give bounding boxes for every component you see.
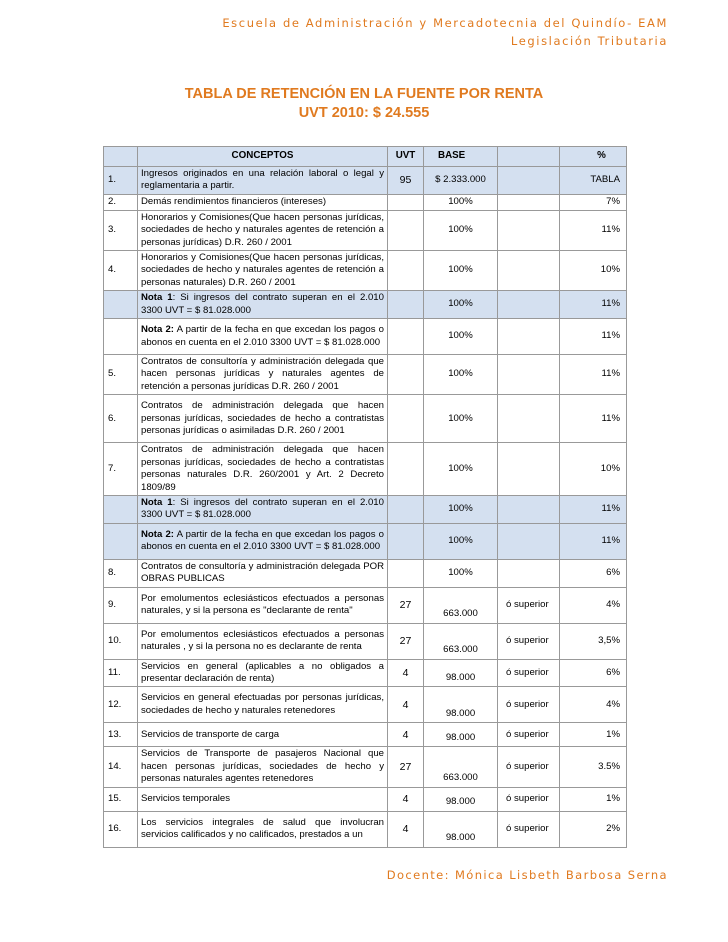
note-text: : Si ingresos del contrato superan en el 2.010 3300 UVT = $ 81.028.000 [141, 292, 384, 316]
row-base: 100% [424, 443, 498, 496]
row-base: 663.000 [424, 747, 498, 787]
table-row [104, 443, 627, 496]
row-superior: ó superior [498, 747, 560, 787]
header-blank [498, 147, 560, 167]
row-percent: 11% [560, 319, 627, 355]
row-percent: 11% [560, 395, 627, 443]
row-percent: 10% [560, 443, 627, 496]
row-uvt [388, 210, 424, 250]
row-superior: ó superior [498, 787, 560, 811]
row-number: 14. [104, 747, 138, 787]
row-base: 100% [424, 523, 498, 559]
row-uvt [388, 194, 424, 210]
row-number [104, 291, 138, 319]
row-base: 100% [424, 395, 498, 443]
row-base: 663.000 [424, 587, 498, 623]
row-concept [138, 291, 388, 319]
row-base: 100% [424, 319, 498, 355]
row-number: 12. [104, 687, 138, 723]
row-base: 98.000 [424, 811, 498, 847]
row-number: 15. [104, 787, 138, 811]
table-row [104, 251, 627, 291]
row-uvt: 4 [388, 787, 424, 811]
row-concept: Por emolumentos eclesiásticos efectuados a personas naturales, y si la persona es "declarante de renta" [138, 587, 388, 623]
table-row [104, 523, 627, 559]
row-uvt [388, 291, 424, 319]
row-percent: 6% [560, 559, 627, 587]
row-base: 98.000 [424, 687, 498, 723]
row-number: 6. [104, 395, 138, 443]
row-percent: 3,5% [560, 623, 627, 659]
row-concept [138, 523, 388, 559]
row-concept: Los servicios integrales de salud que involucran servicios calificados y no calificados, prestados a un [138, 811, 388, 847]
retention-table [103, 146, 627, 848]
row-superior [498, 443, 560, 496]
row-superior [498, 194, 560, 210]
table-row [104, 167, 627, 195]
row-concept [138, 319, 388, 355]
row-base: 100% [424, 495, 498, 523]
header-base: BASE [424, 147, 498, 167]
note-label: Nota 1 [141, 496, 173, 508]
row-superior [498, 559, 560, 587]
row-percent: 11% [560, 355, 627, 395]
table-row [104, 210, 627, 250]
row-uvt: 27 [388, 623, 424, 659]
table-row [104, 319, 627, 355]
row-percent: 11% [560, 291, 627, 319]
row-uvt [388, 251, 424, 291]
row-percent: 11% [560, 523, 627, 559]
table-row [104, 355, 627, 395]
row-uvt [388, 495, 424, 523]
note-text: : Si ingresos del contrato superan en el 2.010 3300 UVT = $ 81.028.000 [141, 496, 384, 521]
table-row [104, 587, 627, 623]
row-uvt [388, 443, 424, 496]
row-number: 1. [104, 167, 138, 195]
row-base: 100% [424, 194, 498, 210]
row-percent: 7% [560, 194, 627, 210]
table-row [104, 559, 627, 587]
row-percent: 1% [560, 723, 627, 747]
header-school: Escuela de Administración y Mercadotecnia del Quindío- EAM [222, 16, 668, 30]
row-base: 100% [424, 251, 498, 291]
row-percent: 11% [560, 210, 627, 250]
table-row [104, 623, 627, 659]
row-superior: ó superior [498, 587, 560, 623]
page-subtitle-uvt: UVT 2010: $ 24.555 [298, 105, 430, 121]
row-number: 9. [104, 587, 138, 623]
header-num [104, 147, 138, 167]
row-concept: Honorarios y Comisiones(Que hacen personas jurídicas, sociedades de hecho y naturales agentes de retención a personas jurídicas) D.R. 260 / 2001 [138, 210, 388, 250]
row-concept: Contratos de consultoría y administración delegada POR OBRAS PUBLICAS [138, 559, 388, 587]
row-percent: 3.5% [560, 747, 627, 787]
row-percent: 2% [560, 811, 627, 847]
table-row [104, 811, 627, 847]
row-superior [498, 167, 560, 195]
row-percent: 1% [560, 787, 627, 811]
row-superior [498, 210, 560, 250]
row-base: 663.000 [424, 623, 498, 659]
table-row [104, 659, 627, 687]
row-concept: Demás rendimientos financieros (intereses) [138, 194, 388, 210]
row-uvt: 27 [388, 747, 424, 787]
row-superior [498, 291, 560, 319]
row-concept: Por emolumentos eclesiásticos efectuados a personas naturales , y si la persona no es declarante de renta [138, 623, 388, 659]
row-superior: ó superior [498, 623, 560, 659]
row-base: $ 2.333.000 [424, 167, 498, 195]
row-uvt [388, 319, 424, 355]
row-concept: Servicios en general efectuadas por personas jurídicas, sociedades de hecho y naturales retenedores [138, 687, 388, 723]
row-concept: Contratos de administración delegada que hacen personas jurídicas, sociedades de hecho a contratistas personas naturales D.R. 260/2001 y Art. 2 Decreto 1809/89 [138, 443, 388, 496]
row-concept: Servicios de Transporte de pasajeros Nacional que hacen personas jurídicas, sociedades de hecho y personas naturales agentes retenedores [138, 747, 388, 787]
row-percent: 11% [560, 495, 627, 523]
row-percent: 4% [560, 687, 627, 723]
row-superior: ó superior [498, 723, 560, 747]
row-superior: ó superior [498, 687, 560, 723]
table-row [104, 291, 627, 319]
row-number [104, 319, 138, 355]
row-number: 13. [104, 723, 138, 747]
row-superior [498, 319, 560, 355]
row-number: 7. [104, 443, 138, 496]
row-number: 3. [104, 210, 138, 250]
row-base: 100% [424, 291, 498, 319]
row-base: 100% [424, 559, 498, 587]
row-percent: TABLA [560, 167, 627, 195]
row-concept: Contratos de consultoría y administración delegada que hacen personas jurídicas y naturales agentes de retención a personas jurídicas D.R. 260 / 2001 [138, 355, 388, 395]
row-uvt [388, 395, 424, 443]
row-percent: 4% [560, 587, 627, 623]
row-superior [498, 355, 560, 395]
row-concept: Servicios de transporte de carga [138, 723, 388, 747]
row-concept: Servicios en general (aplicables a no obligados a presentar declaración de renta) [138, 659, 388, 687]
row-concept: Ingresos originados en una relación laboral o legal y reglamentaria a partir. [138, 167, 388, 195]
note-label: Nota 2: [141, 324, 174, 336]
table-row [104, 395, 627, 443]
header-percent: % [560, 147, 627, 167]
row-superior: ó superior [498, 811, 560, 847]
table-row [104, 787, 627, 811]
header-uvt: UVT [388, 147, 424, 167]
row-superior [498, 495, 560, 523]
row-number [104, 523, 138, 559]
row-number: 5. [104, 355, 138, 395]
row-concept: Contratos de administración delegada que hacen personas jurídicas, sociedades de hecho a contratistas personas jurídicas o asimiladas D.R. 260 / 2001 [138, 395, 388, 443]
row-uvt: 4 [388, 723, 424, 747]
table-header-row [104, 147, 627, 167]
header-concepts: CONCEPTOS [138, 147, 388, 167]
row-base: 98.000 [424, 787, 498, 811]
table-row [104, 723, 627, 747]
row-uvt: 27 [388, 587, 424, 623]
note-label: Nota 2: [141, 528, 174, 540]
row-superior [498, 523, 560, 559]
footer-teacher: Docente: Mónica Lisbeth Barbosa Serna [386, 868, 668, 882]
note-label: Nota 1 [141, 292, 173, 304]
row-base: 98.000 [424, 659, 498, 687]
row-uvt: 95 [388, 167, 424, 195]
row-number: 10. [104, 623, 138, 659]
row-number: 2. [104, 194, 138, 210]
row-base: 98.000 [424, 723, 498, 747]
row-uvt [388, 355, 424, 395]
header-subject: Legislación Tributaria [510, 34, 668, 48]
row-number: 8. [104, 559, 138, 587]
row-percent: 10% [560, 251, 627, 291]
row-uvt: 4 [388, 687, 424, 723]
row-base: 100% [424, 210, 498, 250]
row-superior: ó superior [498, 659, 560, 687]
row-uvt: 4 [388, 659, 424, 687]
row-percent: 6% [560, 659, 627, 687]
row-base: 100% [424, 355, 498, 395]
table-row [104, 495, 627, 523]
row-number [104, 495, 138, 523]
row-uvt: 4 [388, 811, 424, 847]
note-text: A partir de la fecha en que excedan los pagos o abonos en cuenta en el 2.010 3300 UVT = $ 81.028.000 [141, 324, 384, 348]
row-number: 4. [104, 251, 138, 291]
page-title: TABLA DE RETENCIÓN EN LA FUENTE POR RENTA [184, 86, 544, 102]
row-uvt [388, 559, 424, 587]
row-superior [498, 251, 560, 291]
row-concept: Servicios temporales [138, 787, 388, 811]
table-row [104, 194, 627, 210]
table-row [104, 747, 627, 787]
note-text: A partir de la fecha en que excedan los pagos o abonos en cuenta en el 2.010 3300 UVT = $ 81.028.000 [141, 528, 384, 553]
row-concept: Honorarios y Comisiones(Que hacen personas jurídicas, sociedades de hecho y naturales agentes de retención a personas naturales) D.R. 260 / 2001 [138, 251, 388, 291]
row-number: 16. [104, 811, 138, 847]
row-concept [138, 495, 388, 523]
table-row [104, 687, 627, 723]
row-superior [498, 395, 560, 443]
row-uvt [388, 523, 424, 559]
row-number: 11. [104, 659, 138, 687]
